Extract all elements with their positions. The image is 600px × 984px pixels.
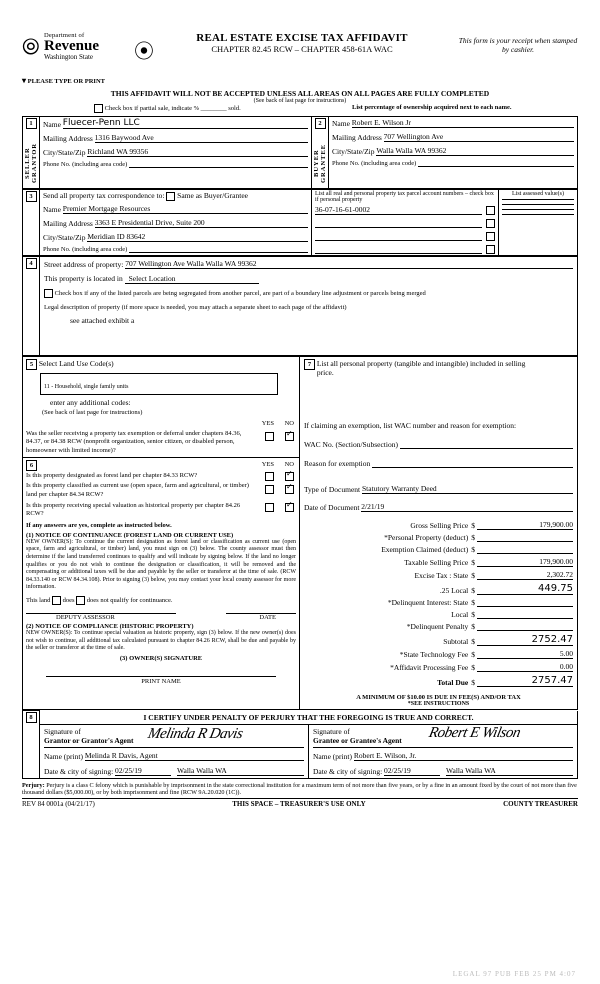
tax-line-value[interactable]: 2752.47 (531, 634, 573, 645)
partial-sale-row (22, 104, 578, 115)
buyer-csz-row (332, 146, 574, 156)
buyer-name-label: Name (332, 119, 350, 128)
doctype-row (304, 484, 573, 494)
grantor-signature[interactable]: Melinda R Davis (146, 725, 244, 742)
corr-mail-value[interactable]: 3363 E Presidential Drive, Suite 200 (94, 217, 205, 227)
seller-mail-label: Mailing Address (43, 134, 93, 143)
state-label: Washington State (44, 53, 94, 61)
reason-row (304, 459, 573, 468)
seller-phone-row (43, 161, 308, 168)
corr-phone-row (43, 246, 308, 253)
same-as-buyer-label: Same as Buyer/Grantee (177, 191, 248, 200)
tax-line-value[interactable]: 5.00 (559, 649, 573, 658)
tax-line: .25 Local $ 449.75 (304, 583, 573, 595)
grantee-name-value[interactable]: Robert E. Wilson, Jr. (353, 750, 417, 760)
certification-statement: I CERTIFY UNDER PENALTY OF PERJURY THAT THE FOREGOING IS TRUE AND CORRECT. (40, 711, 577, 725)
buyer-grantee-label: BUYER GRANTEE (313, 143, 327, 183)
grantee-date-label: Date & city of signing: (313, 766, 383, 776)
buyer-mail-label: Mailing Address (332, 133, 382, 142)
buyer-name-value[interactable]: Robert E. Wilson Jr (351, 118, 411, 127)
parcel-personal-checkbox-2[interactable] (486, 232, 495, 241)
section-2-number: 2 (315, 118, 326, 129)
notice-continuance-text: NEW OWNER(S): To continue the current designation as forest land or classification as current use (open space, farm and agricultural, or timber) land, you must sign on (3) below. The county assessor must then determine if the land transferred continues to qualify and will indicate by signing below. If the land no longer qualifies or you do not wish to continue the designation or classification, it will be removed and the compensating or additional taxes will be due and payable by the seller or transferor at the time of sale. (RCW 84.33.140 or RCW 84.34.108). Prior to signing (3) below, you may contact your local county assessor for more information. (26, 538, 296, 591)
yes-header-5: YES (261, 420, 274, 427)
tax-line-label: *Delinquent Interest: State (387, 598, 469, 607)
notice-compliance-text: NEW OWNER(S): To continue special valuation as historic property, sign (3) below. If the new owner(s) does not wish to continue, all additional tax calculated pursuant to chapter 84.26 RCW, shall be due and payable by the seller or transferor at the time of sale. (26, 630, 296, 652)
partial-sale-label: Check box if partial sale, indicate % ________ sold. (104, 104, 241, 112)
please-type-text: PLEASE TYPE OR PRINT (27, 78, 105, 85)
footer-bar (22, 798, 578, 808)
street-address-label: Street address of property: (44, 260, 124, 269)
tax-line-value[interactable]: 179,900.00 (539, 520, 573, 529)
doctype-value[interactable]: Statutory Warranty Deed (362, 484, 437, 493)
no-header-5: NO (284, 420, 294, 427)
correspondence-label: Send all property tax correspondence to: (43, 191, 165, 200)
rev-number: REV 84 0001a (04/21/17) (22, 800, 95, 809)
buyer-phone-row (332, 160, 574, 167)
footer-block (22, 782, 578, 809)
tax-line: Exemption Claimed (deduct) $ (304, 545, 573, 554)
deputy-assessor-label: DEPUTY ASSESSOR (56, 614, 115, 621)
grantee-name-label: Name (print) (313, 751, 352, 761)
tax-line: *Delinquent Interest: State $ (304, 598, 573, 607)
percentage-note: List percentage of ownership acquired next to each name. (352, 104, 512, 111)
current-use-yes-checkbox[interactable] (265, 485, 274, 494)
grantor-date-label: Date & city of signing: (44, 766, 114, 776)
grantor-signature-block (40, 725, 309, 778)
does-qualify-checkbox[interactable] (52, 596, 61, 605)
reason-label: Reason for exemption (304, 459, 371, 468)
exemption-claim-label: If claiming an exemption, list WAC number and reason for exemption: (304, 421, 517, 430)
seller-name-row (43, 118, 308, 129)
current-use-question: Is this property classified as current use (open space, farm and agricultural, or timber) land per chapter 84.34 RCW? (26, 482, 249, 498)
tax-calculation-lines (304, 520, 573, 687)
tax-line-label: Excise Tax : State (414, 571, 469, 580)
tax-line-value[interactable]: 179,900.00 (539, 557, 573, 566)
corr-name-row (43, 204, 308, 214)
receipt-note (458, 36, 578, 54)
corr-phone-label: Phone No. (including area code) (43, 245, 128, 253)
this-land-label: This land (26, 596, 51, 604)
corr-csz-row (43, 232, 308, 242)
section-8-number: 8 (26, 712, 37, 723)
seller-csz-value[interactable]: Richland WA 99356 (87, 147, 149, 156)
tax-line-label: Taxable Selling Price (404, 558, 469, 567)
tax-line-label: *State Technology Fee (399, 650, 469, 659)
dor-logo (22, 32, 152, 61)
buyer-name-row (332, 118, 574, 128)
tax-line-label: *Delinquent Penalty (406, 622, 469, 631)
seller-phone-label: Phone No. (including area code) (43, 161, 128, 168)
tax-line-value[interactable]: 2,302.72 (546, 570, 573, 579)
stamp-watermark: LEGAL 97 PUB FEB 25 PM 4:07 (452, 970, 576, 978)
receipt-note-text: This form is your receipt when stamped by cashier. (458, 36, 578, 54)
tax-line: Gross Selling Price $ 179,900.00 (304, 520, 573, 530)
tax-line-label: Local (451, 610, 469, 619)
corr-mail-row (43, 218, 308, 228)
if-any-yes-note: If any answers are yes, complete as instructed below. (26, 521, 172, 529)
see-instructions-note: *SEE INSTRUCTIONS (407, 701, 470, 707)
seller-grantor-label: SELLER GRANTOR (24, 142, 38, 184)
corr-name-label: Name (43, 204, 61, 214)
land-use-label: Select Land Use Code(s) (38, 359, 114, 368)
exemption-no-checkbox[interactable] (285, 432, 294, 441)
document-header (22, 30, 578, 88)
wac-row (304, 440, 573, 449)
logo-swirl-icon: ⦾ (22, 34, 40, 59)
notice-compliance-heading: (2) NOTICE OF COMPLIANCE (HISTORIC PROPERTY) (26, 623, 194, 630)
segregated-row[interactable] (44, 289, 573, 298)
notice-continuance-heading: (1) NOTICE OF CONTINUANCE (FOREST LAND OR CURRENT USE) (26, 531, 234, 539)
docdate-label: Date of Document (304, 503, 360, 512)
current-use-no-checkbox[interactable] (285, 485, 294, 494)
partial-sale-field[interactable] (94, 104, 241, 113)
please-type-label: ▾ PLEASE TYPE OR PRINT (22, 76, 105, 85)
tax-line-label: *Personal Property (deduct) (384, 533, 469, 542)
corr-mail-label: Mailing Address (43, 218, 93, 228)
tax-line-value[interactable]: 449.75 (538, 583, 573, 594)
grantor-sig-label2: Grantor or Grantor's Agent (44, 735, 134, 745)
exemption-question: Was the seller receiving a property tax exemption or deferral under chapters 84.36, 84.37, or 84.38 RCW (nonprofit organization, senior citizen, or disabled person, homeowner with limited income)? (26, 430, 242, 454)
section-4-number: 4 (26, 258, 37, 269)
tax-line: *Personal Property (deduct) $ (304, 533, 573, 542)
tax-line-label: Exemption Claimed (deduct) (381, 545, 469, 554)
grantor-sig-label: Signature of (44, 726, 81, 736)
grantor-date-value[interactable]: 02/25/19 (115, 765, 142, 775)
docdate-row (304, 502, 573, 512)
minimum-due-note: A MINIMUM OF $10.00 IS DUE IN FEE(S) AND/OR TAX (356, 694, 521, 701)
section-3-table (22, 189, 578, 256)
parties-table (22, 116, 578, 189)
grantee-date-row (313, 766, 573, 776)
section-5-block (23, 357, 299, 458)
perjury-text: Perjury is a class C felony which is punishable by imprisonment in the state correctional institution for a maximum term of not more than five years, or by a fine in an amount fixed by the court of not more than five thousand dollars ($5,000.00), or by both imprisonment and fine (RCW 9A.20.020 (1C)). (22, 781, 577, 796)
grantor-name-label: Name (print) (44, 751, 83, 761)
tax-line: *State Technology Fee $ 5.00 (304, 649, 573, 659)
seller-csz-row (43, 147, 308, 157)
seller-name-value[interactable]: Fluecer-Penn LLC (62, 118, 140, 128)
segregated-checkbox[interactable] (44, 289, 53, 298)
grantee-city-value[interactable]: Walla Walla WA (446, 765, 496, 775)
buyer-mail-value[interactable]: 707 Wellington Ave (383, 132, 444, 141)
tax-line: Taxable Selling Price $ 179,900.00 (304, 557, 573, 567)
tax-line-value[interactable]: 0.00 (559, 662, 573, 671)
tax-line: *Delinquent Penalty $ (304, 622, 573, 631)
corr-name-value[interactable]: Premier Mortgage Resources (62, 203, 151, 213)
legal-desc-value[interactable]: see attached exhibit a (70, 316, 135, 325)
corr-csz-label: City/State/Zip (43, 232, 86, 242)
located-in-row (44, 274, 573, 284)
tax-line-label: .25 Local (439, 586, 469, 595)
continuance-determination-row (26, 596, 296, 605)
grantee-sig-label: Signature of (313, 726, 350, 736)
treasurer-space-label: THIS SPACE – TREASURER'S USE ONLY (232, 800, 366, 809)
assessed-header: List assessed value(s) (512, 191, 564, 197)
parcel-personal-checkbox-0[interactable] (486, 206, 495, 215)
section-6-block (23, 458, 299, 687)
parcel-row (315, 205, 495, 215)
land-use-code-select[interactable] (40, 373, 278, 395)
tax-line-label: Gross Selling Price (410, 521, 469, 530)
parcel-row (315, 245, 495, 254)
tax-line-label: Total Due (437, 678, 469, 687)
logo-swirl2-icon: ⦿ (134, 41, 154, 63)
land-use-row (26, 359, 296, 370)
grantee-name-row (313, 751, 573, 761)
section-7-header (304, 359, 573, 377)
forest-land-question: Is this property designated as forest land per chapter 84.33 RCW? (26, 472, 198, 480)
owner-signature-heading: (3) OWNER(S) SIGNATURE (119, 654, 203, 662)
does-not-qualify-checkbox[interactable] (76, 596, 85, 605)
qualify-label: qualify for continuance. (110, 596, 173, 604)
title-block (152, 32, 452, 54)
tax-line-label: *Affidavit Processing Fee (390, 663, 469, 672)
dept-label: Department of (44, 32, 85, 39)
tax-line: Local $ (304, 610, 573, 619)
see-back-note: (See back of last page for instructions) (253, 98, 347, 104)
does-not-label: does not (86, 596, 109, 604)
grantor-name-value[interactable]: Melinda R Davis, Agent (84, 750, 158, 760)
buyer-csz-label: City/State/Zip (332, 147, 375, 156)
land-use-code-value: 11 - Household, single family units (44, 384, 129, 390)
tax-line-value[interactable]: 2757.47 (531, 675, 573, 686)
yes-header-6: YES (261, 461, 274, 469)
land-use-seeback: (See back of last page for instructions) (42, 409, 143, 416)
historic-no-checkbox[interactable] (285, 503, 294, 512)
county-treasurer-label: COUNTY TREASURER (503, 800, 578, 809)
grantor-name-row (44, 751, 304, 761)
seller-name-label: Name (43, 120, 61, 129)
parcel-personal-checkbox-3[interactable] (486, 245, 495, 254)
located-in-value[interactable]: Select Location (128, 274, 176, 283)
tax-line: *Affidavit Processing Fee $ 0.00 (304, 662, 573, 672)
seller-csz-label: City/State/Zip (43, 148, 86, 157)
section-56-7-table (22, 356, 578, 710)
located-in-label: This property is located in (44, 274, 123, 283)
tax-line: Excise Tax : State $ 2,302.72 (304, 570, 573, 580)
acceptance-notice: THIS AFFIDAVIT WILL NOT BE ACCEPTED UNLESS ALL AREAS ON ALL PAGES ARE FULLY COMPLETED (110, 89, 490, 98)
parcel-value-0[interactable]: 36-07-16-61-0002 (315, 205, 370, 214)
perjury-note (22, 782, 578, 797)
assessed-row (502, 199, 574, 200)
section-5-number: 5 (26, 359, 37, 370)
historic-yes-checkbox[interactable] (265, 503, 274, 512)
assessed-row (502, 209, 574, 210)
historic-question: Is this property receiving special valuation as historical property per chapter 84.26 RCW? (26, 502, 241, 518)
segregated-label: Check box if any of the listed parcels are being segregated from another parcel, are part of a boundary line adjustment or parcels being merged (54, 289, 426, 297)
grantor-date-row (44, 766, 304, 776)
tax-line-label: Subtotal (443, 637, 469, 646)
buyer-phone-label: Phone No. (including area code) (332, 160, 417, 167)
grantee-signature-block (309, 725, 577, 778)
section-3-number: 3 (26, 191, 37, 202)
same-as-buyer-checkbox[interactable] (166, 192, 175, 201)
print-name-label: PRINT NAME (141, 677, 181, 685)
additional-codes-label: enter any additional codes: (50, 398, 131, 407)
section-7-number: 7 (304, 359, 315, 370)
assessed-row (502, 214, 574, 215)
street-address-value[interactable]: 707 Wellington Ave Walla Walla WA 99362 (125, 259, 257, 268)
seller-mail-row (43, 133, 308, 143)
owner-signature-line[interactable] (46, 662, 276, 677)
forest-land-yes-checkbox[interactable] (265, 472, 274, 481)
exemption-yes-checkbox[interactable] (265, 432, 274, 441)
revenue-label: Revenue (44, 38, 99, 54)
wac-label: WAC No. (Section/Subsection) (304, 440, 398, 449)
street-address-row (44, 259, 573, 269)
grantee-date-value[interactable]: 02/25/19 (384, 765, 411, 775)
parcel-row (315, 219, 495, 228)
assessor-date-label: DATE (259, 614, 276, 621)
section-1-number: 1 (26, 118, 37, 129)
section-8-table (22, 710, 578, 779)
section-6-number: 6 (26, 460, 37, 471)
buyer-mail-row (332, 132, 574, 142)
page-title: REAL ESTATE EXCISE TAX AFFIDAVIT (196, 32, 408, 44)
does-label: does (62, 596, 75, 604)
section-4-table (22, 256, 578, 356)
tax-line: Total Due $ 2757.47 (304, 675, 573, 687)
parcel-row (315, 232, 495, 241)
no-header-6: NO (284, 461, 294, 469)
legal-desc-label: Legal description of property (if more space is needed, you may attach a separate sheet to each page of the affidavit) (44, 304, 347, 311)
corr-csz-value[interactable]: Meridian ID 83642 (87, 231, 146, 241)
grantee-sig-label2: Grantee or Grantee's Agent (313, 735, 402, 745)
parcel-header: List all real and personal property tax parcel account numbers – check box if personal property (315, 191, 494, 203)
chapter-line: CHAPTER 82.45 RCW – CHAPTER 458-61A WAC (211, 44, 393, 54)
buyer-csz-value[interactable]: Walla Walla WA 99362 (376, 146, 447, 155)
seller-mail-value[interactable]: 1316 Baywood Ave (94, 133, 154, 142)
doctype-label: Type of Document (304, 485, 361, 494)
affidavit-sheet (22, 30, 578, 950)
grantee-signature[interactable]: Robert E Wilson (427, 724, 522, 741)
personal-property-label: List all personal property (tangible and intangible) included in selling price. (316, 359, 526, 377)
parcel-personal-checkbox-1[interactable] (486, 219, 495, 228)
assessed-row (502, 204, 574, 205)
docdate-value[interactable]: 2/21/19 (361, 502, 385, 511)
grantor-city-value[interactable]: Walla Walla WA (177, 765, 227, 775)
partial-sale-checkbox[interactable] (94, 104, 103, 113)
tax-line: Subtotal $ 2752.47 (304, 634, 573, 646)
perjury-label: Perjury: (22, 781, 45, 789)
forest-land-no-checkbox[interactable] (285, 472, 294, 481)
correspondence-row (43, 191, 308, 201)
